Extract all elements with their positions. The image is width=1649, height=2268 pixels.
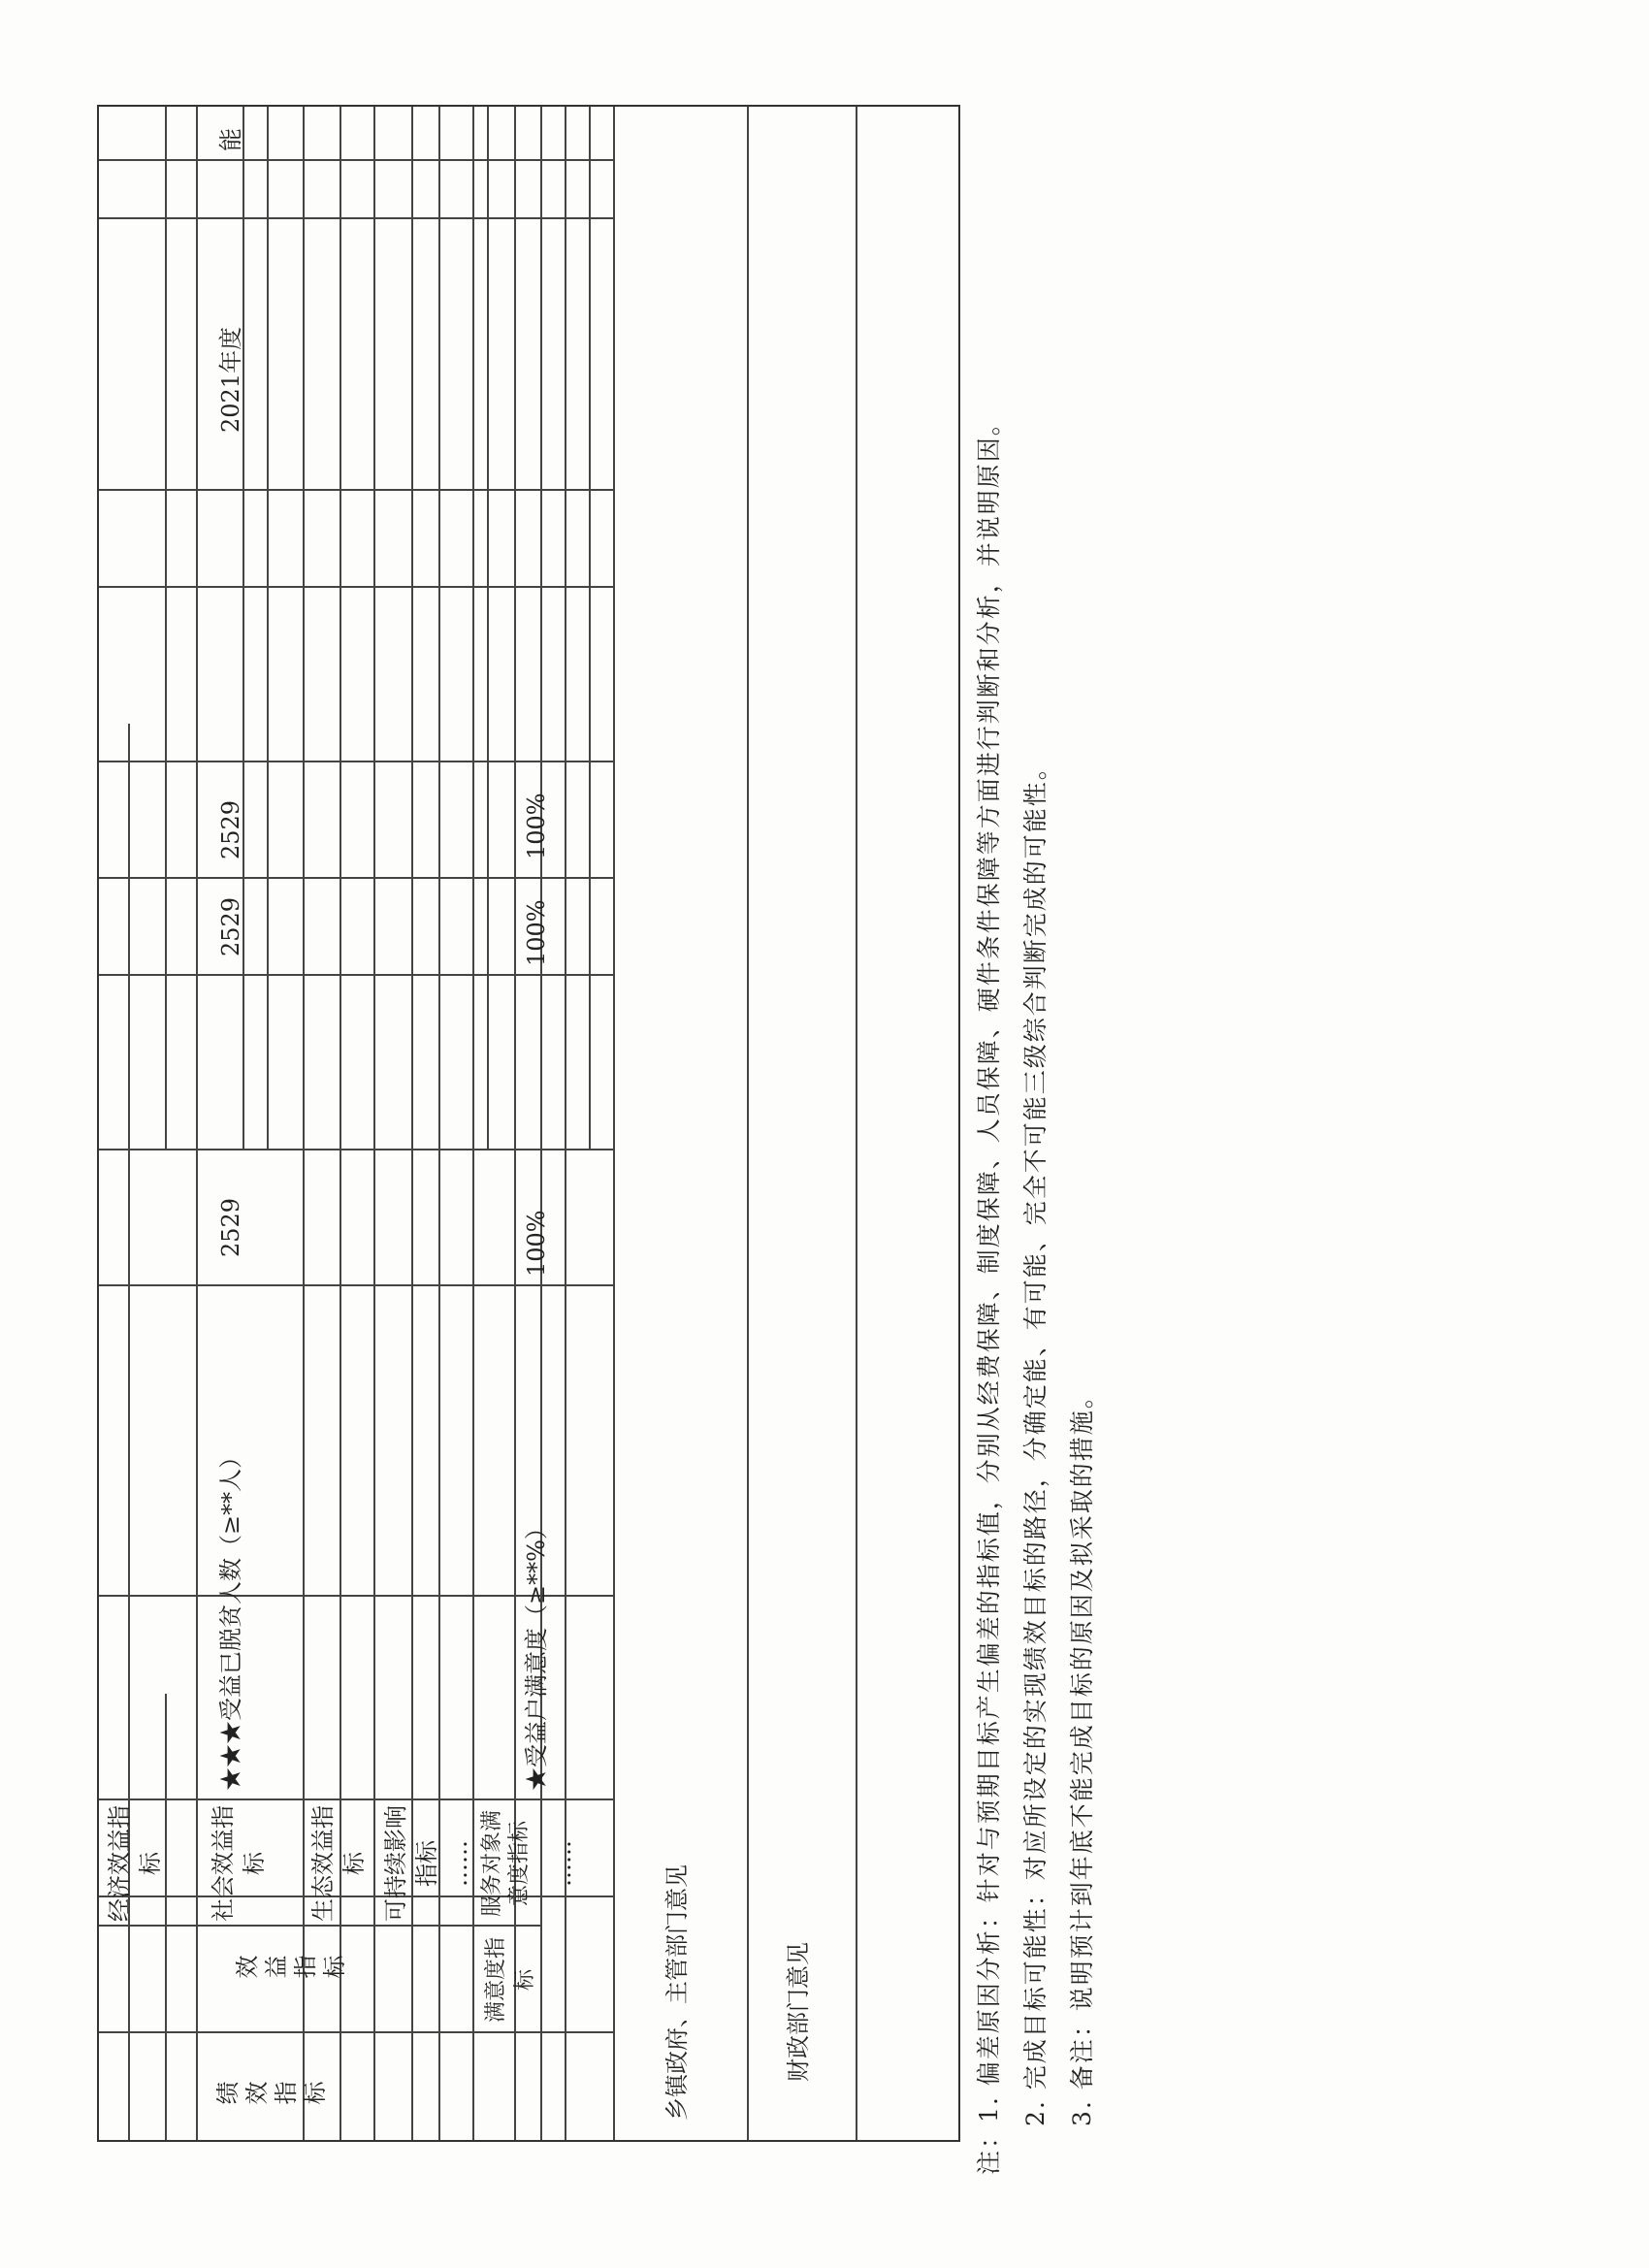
- value-cell: 2529: [217, 799, 244, 859]
- section-label-performance: 绩效指标: [215, 2082, 332, 2109]
- value-cell: 2529: [217, 896, 244, 956]
- value-cell: 100%: [523, 793, 550, 859]
- note-line: 2. 完成目标可能性：对应所设定的实现绩效目标的路径，分确定能、有可能、完全不可能三级综合判断完成的可能性。: [1021, 754, 1050, 2126]
- value-cell: 100%: [523, 1210, 550, 1277]
- sub-indicator-economic: 经济效益指标: [106, 1805, 164, 1922]
- opinion-township-label: 乡镇政府、主管部门意见: [663, 1864, 691, 2121]
- year-cell: 2021年度: [217, 326, 244, 433]
- note-line: 注：1. 偏差原因分析：针对与预期目标产生偏差的指标值，分别从经费保障、制度保障、人员保障、硬件条件保障等方面进行判断和分析，并说明原因。: [975, 409, 1003, 2175]
- sub-indicator-sustainable: 可持续影响指标: [382, 1805, 440, 1922]
- sub-indicator-more-2: ……: [549, 1840, 576, 1887]
- group-label-effect: 效益指标: [235, 1956, 351, 1983]
- value-cell: 2529: [217, 1197, 244, 1257]
- indicator-poverty-alleviated: ★★★受益已脱贫人数（≥**人）: [217, 1444, 244, 1791]
- opinion-finance-label: 财政部门意见: [785, 1942, 812, 2082]
- sub-indicator-ecological: 生态效益指标: [309, 1805, 368, 1922]
- note-line: 3. 备注：说明预计到年底不能完成目标的原因及拟采取的措施。: [1068, 1382, 1096, 2126]
- group-label-satisfaction: 满意度指标: [484, 1937, 537, 2024]
- notes: [966, 409, 1106, 2175]
- sub-indicator-more: ……: [445, 1840, 472, 1887]
- status-cell: 能: [217, 128, 244, 151]
- sub-indicator-service: 服务对象满意度指标: [480, 1810, 532, 1918]
- performance-table: [97, 105, 960, 2142]
- indicator-household-satisfaction: ★受益户满意度（≥**%）: [523, 1516, 550, 1791]
- sub-indicator-social: 社会效益指标: [210, 1805, 268, 1922]
- value-cell: 100%: [523, 899, 550, 966]
